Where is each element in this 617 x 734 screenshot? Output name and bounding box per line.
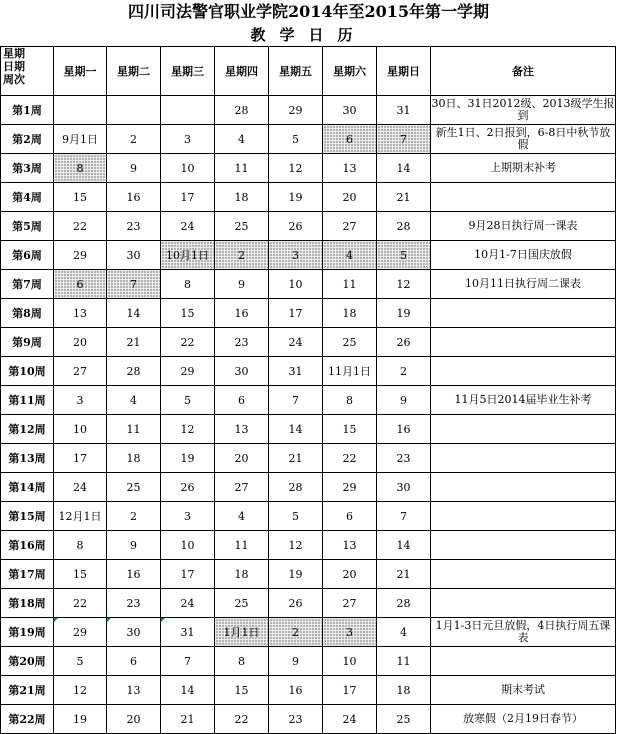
day-cell: 13 [107,676,161,705]
day-cell: 8 [161,270,215,299]
day-cell: 9 [269,647,323,676]
day-cell: 5 [54,647,107,676]
note-cell [431,647,616,676]
day-cell: 2 [107,125,161,154]
table-row [1,96,616,125]
day-cell: 24 [323,705,377,734]
day-cell: 12 [269,531,323,560]
day-cell: 23 [269,705,323,734]
week-label: 第17周 [1,560,54,589]
week-label: 第18周 [1,589,54,618]
day-cell: 14 [269,415,323,444]
day-cell: 4 [215,502,269,531]
day-cell: 30 [107,618,161,647]
day-cell: 12 [377,270,431,299]
day-cell: 27 [323,589,377,618]
day-cell: 11 [215,531,269,560]
day-cell: 26 [269,589,323,618]
day-cell: 8 [54,531,107,560]
day-cell: 17 [54,444,107,473]
table-row [1,705,616,734]
table-row [1,154,616,183]
week-label: 第14周 [1,473,54,502]
day-cell: 21 [377,183,431,212]
note-cell: 放寒假（2月19日春节） [431,705,616,734]
day-cell: 20 [54,328,107,357]
note-cell [431,589,616,618]
day-cell: 29 [161,357,215,386]
table-row [1,241,616,270]
day-cell: 18 [323,299,377,328]
day-cell: 2 [215,241,269,270]
day-cell: 18 [215,183,269,212]
day-cell: 17 [161,560,215,589]
week-label: 第10周 [1,357,54,386]
day-cell: 28 [215,96,269,125]
table-row [1,502,616,531]
day-cell: 9 [107,531,161,560]
day-cell: 9月1日 [54,125,107,154]
day-cell: 21 [161,705,215,734]
day-cell: 22 [54,212,107,241]
day-cell: 17 [269,299,323,328]
day-cell: 23 [377,444,431,473]
day-cell: 7 [269,386,323,415]
note-cell: 9月28日执行周一课表 [431,212,616,241]
day-cell: 6 [323,125,377,154]
note-cell: 11月5日2014届毕业生补考 [431,386,616,415]
day-cell: 5 [269,502,323,531]
day-cell: 21 [269,444,323,473]
day-cell: 19 [269,183,323,212]
corner-header-cell [1,47,54,96]
note-cell [431,299,616,328]
day-cell: 20 [215,444,269,473]
day-cell: 29 [323,473,377,502]
day-cell: 5 [377,241,431,270]
day-cell: 11 [215,154,269,183]
calendar-body [1,96,616,734]
table-row [1,386,616,415]
day-cell: 24 [161,589,215,618]
day-cell: 22 [54,589,107,618]
table-row [1,270,616,299]
day-cell: 22 [161,328,215,357]
week-label: 第11周 [1,386,54,415]
note-cell [431,415,616,444]
day-cell: 31 [269,357,323,386]
header-tuesday: 星期二 [107,47,161,96]
table-row [1,618,616,647]
week-label: 第8周 [1,299,54,328]
week-label: 第2周 [1,125,54,154]
day-cell: 2 [269,618,323,647]
day-cell: 23 [215,328,269,357]
day-cell: 7 [377,125,431,154]
day-cell: 29 [54,241,107,270]
week-label: 第7周 [1,270,54,299]
note-cell: 10月11日执行周二课表 [431,270,616,299]
day-cell: 9 [215,270,269,299]
day-cell: 11 [377,647,431,676]
table-row [1,676,616,705]
day-cell: 9 [377,386,431,415]
day-cell: 14 [107,299,161,328]
day-cell: 28 [377,212,431,241]
week-label: 第19周 [1,618,54,647]
day-cell: 8 [215,647,269,676]
day-cell: 25 [323,328,377,357]
day-cell: 15 [54,560,107,589]
day-cell: 16 [215,299,269,328]
day-cell: 23 [107,589,161,618]
day-cell: 12 [269,154,323,183]
day-cell: 5 [269,125,323,154]
note-cell: 1月1-3日元旦放假，4日执行周五课表 [431,618,616,647]
week-label: 第5周 [1,212,54,241]
day-cell: 2 [377,357,431,386]
day-cell: 16 [107,560,161,589]
day-cell: 24 [161,212,215,241]
day-cell: 3 [161,502,215,531]
day-cell: 27 [215,473,269,502]
day-cell: 11 [323,270,377,299]
day-cell: 21 [107,328,161,357]
day-cell: 19 [269,560,323,589]
note-cell [431,531,616,560]
day-cell: 25 [377,705,431,734]
day-cell: 7 [161,647,215,676]
table-row [1,473,616,502]
table-row [1,212,616,241]
day-cell: 27 [54,357,107,386]
day-cell: 15 [54,183,107,212]
day-cell: 4 [323,241,377,270]
note-cell [431,502,616,531]
week-label: 第16周 [1,531,54,560]
week-label: 第20周 [1,647,54,676]
day-cell: 29 [54,618,107,647]
day-cell: 26 [161,473,215,502]
week-label: 第21周 [1,676,54,705]
day-cell: 3 [54,386,107,415]
note-cell: 新生1日、2日报到，6-8日中秋节放假 [431,125,616,154]
note-cell [431,357,616,386]
corner-label-date: 日期 [3,60,25,73]
day-cell: 28 [269,473,323,502]
day-cell: 23 [107,212,161,241]
note-cell [431,444,616,473]
header-sunday: 星期日 [377,47,431,96]
day-cell: 15 [323,415,377,444]
day-cell: 20 [323,560,377,589]
day-cell: 6 [215,386,269,415]
day-cell: 15 [161,299,215,328]
day-cell: 25 [107,473,161,502]
week-label: 第15周 [1,502,54,531]
day-cell: 8 [323,386,377,415]
day-cell: 6 [54,270,107,299]
day-cell: 22 [323,444,377,473]
day-cell: 2 [107,502,161,531]
table-row [1,183,616,212]
week-label: 第1周 [1,96,54,125]
day-cell: 17 [161,183,215,212]
day-cell: 7 [107,270,161,299]
day-cell: 10 [161,154,215,183]
teaching-calendar-table [0,46,616,734]
day-cell: 8 [54,154,107,183]
day-cell: 18 [107,444,161,473]
day-cell: 3 [269,241,323,270]
note-cell [431,560,616,589]
note-cell [431,183,616,212]
day-cell: 12 [161,415,215,444]
day-cell: 17 [323,676,377,705]
day-cell: 16 [377,415,431,444]
day-cell: 19 [54,705,107,734]
day-cell: 31 [161,618,215,647]
table-row [1,531,616,560]
day-cell: 14 [377,154,431,183]
day-cell: 10 [54,415,107,444]
note-cell: 30日、31日2012级、2013级学生报到 [431,96,616,125]
week-label: 第4周 [1,183,54,212]
table-row [1,647,616,676]
day-cell: 4 [215,125,269,154]
day-cell: 18 [377,676,431,705]
day-cell: 3 [161,125,215,154]
day-cell: 9 [107,154,161,183]
day-cell: 21 [377,560,431,589]
header-friday: 星期五 [269,47,323,96]
header-notes: 备注 [431,47,616,96]
day-cell: 15 [215,676,269,705]
day-cell: 22 [215,705,269,734]
week-label: 第9周 [1,328,54,357]
day-cell: 14 [377,531,431,560]
header-thursday: 星期四 [215,47,269,96]
day-cell: 30 [215,357,269,386]
day-cell [107,96,161,125]
day-cell: 13 [323,531,377,560]
day-cell: 20 [107,705,161,734]
day-cell: 30 [107,241,161,270]
day-cell: 10 [269,270,323,299]
day-cell: 3 [323,618,377,647]
day-cell: 10月1日 [161,241,215,270]
table-row [1,444,616,473]
day-cell: 11月1日 [323,357,377,386]
day-cell: 27 [323,212,377,241]
day-cell: 10 [161,531,215,560]
day-cell: 20 [323,183,377,212]
table-row [1,415,616,444]
day-cell: 6 [323,502,377,531]
week-label: 第12周 [1,415,54,444]
day-cell: 7 [377,502,431,531]
day-cell: 13 [323,154,377,183]
day-cell: 12月1日 [54,502,107,531]
day-cell: 25 [215,589,269,618]
day-cell: 30 [377,473,431,502]
day-cell: 5 [161,386,215,415]
day-cell: 4 [107,386,161,415]
header-wednesday: 星期三 [161,47,215,96]
table-row [1,299,616,328]
day-cell [161,96,215,125]
day-cell: 24 [54,473,107,502]
day-cell: 13 [215,415,269,444]
note-cell [431,328,616,357]
day-cell: 24 [269,328,323,357]
day-cell: 10 [323,647,377,676]
header-saturday: 星期六 [323,47,377,96]
header-monday: 星期一 [54,47,107,96]
week-label: 第6周 [1,241,54,270]
day-cell: 26 [269,212,323,241]
week-label: 第13周 [1,444,54,473]
note-cell [431,473,616,502]
table-row [1,560,616,589]
week-label: 第22周 [1,705,54,734]
table-row [1,357,616,386]
page-title: 四川司法警官职业学院2014年至2015年第一学期 [127,2,490,21]
day-cell: 30 [323,96,377,125]
note-cell: 10月1-7日国庆放假 [431,241,616,270]
day-cell: 28 [107,357,161,386]
day-cell: 25 [215,212,269,241]
day-cell: 4 [377,618,431,647]
day-cell: 26 [377,328,431,357]
table-row [1,328,616,357]
day-cell: 14 [161,676,215,705]
day-cell: 19 [377,299,431,328]
day-cell: 6 [107,647,161,676]
day-cell: 19 [161,444,215,473]
note-cell: 期末考试 [431,676,616,705]
day-cell: 29 [269,96,323,125]
day-cell: 16 [107,183,161,212]
week-label: 第3周 [1,154,54,183]
day-cell: 16 [269,676,323,705]
corner-label-weekday: 星期 [3,47,25,60]
day-cell [54,96,107,125]
day-cell: 31 [377,96,431,125]
table-row [1,589,616,618]
day-cell: 18 [215,560,269,589]
day-cell: 11 [107,415,161,444]
corner-label-week: 周次 [3,73,25,86]
day-cell: 12 [54,676,107,705]
header-row [1,47,616,96]
day-cell: 13 [54,299,107,328]
page-subtitle: 教学日历 [250,26,367,44]
day-cell: 1月1日 [215,618,269,647]
day-cell: 28 [377,589,431,618]
note-cell: 上期期末补考 [431,154,616,183]
table-row [1,125,616,154]
